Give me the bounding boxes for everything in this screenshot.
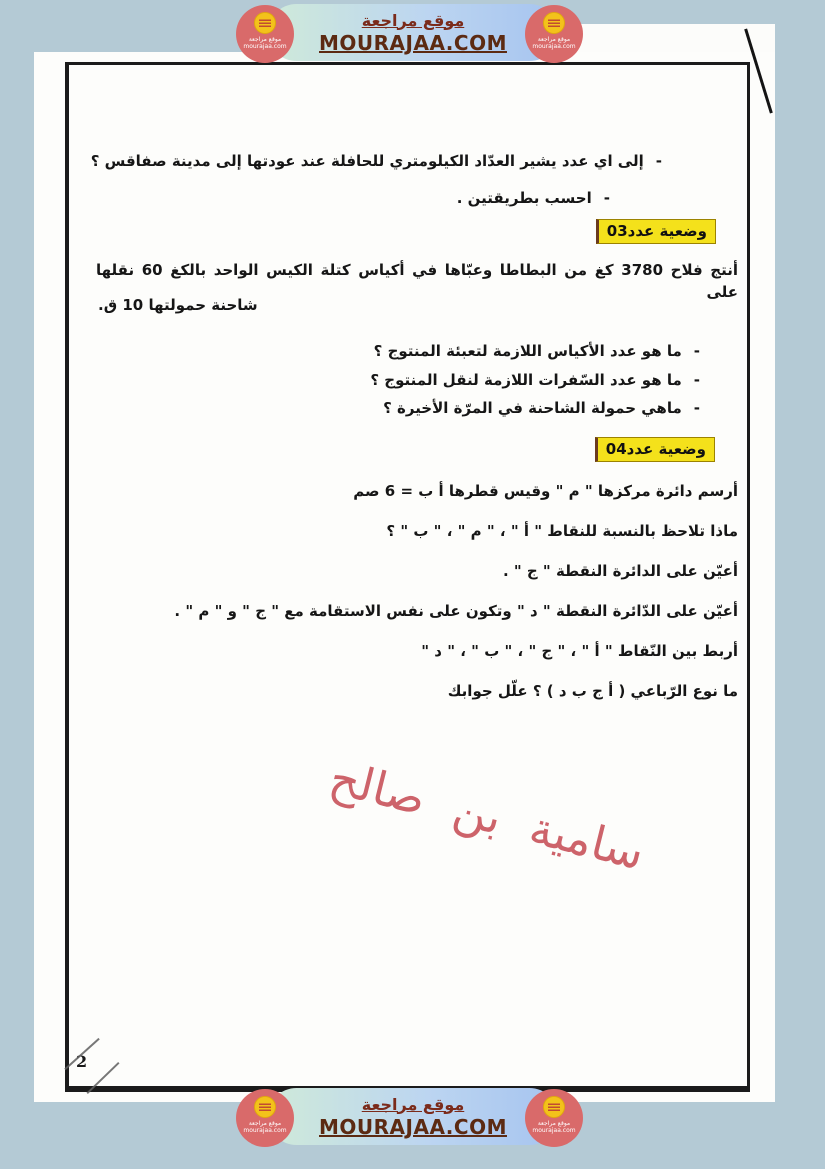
badge-site-name: موقع مراجعة	[537, 36, 571, 43]
list-item	[91, 180, 610, 217]
exercise-4-step-list	[174, 479, 738, 719]
exercise-4-heading: وضعية عدد04	[595, 437, 715, 462]
site-link-pill[interactable]	[268, 1088, 558, 1145]
bullet-dash: -	[655, 152, 662, 170]
site-name-arabic: موقع مراجعة	[361, 10, 465, 30]
book-logo-icon	[254, 1096, 276, 1118]
bullet-dash: -	[693, 399, 700, 417]
exercise-4-step-4: أعيّن على الدّائرة النقطة " د " وتكون على نفس الاستقامة مع " ج " و " م " .	[174, 602, 738, 620]
badge-site-domain: mourajaa.com	[243, 43, 287, 50]
site-name-arabic: موقع مراجعة	[361, 1094, 465, 1114]
book-logo-icon	[254, 12, 276, 34]
site-logo-badge	[525, 5, 583, 63]
exercise-3-statement-line1: أنتج فلاح 3780 كغ من البطاطا وعبّاها في أكياس كتلة الكيس الواحد بالكغ 60 نقلها على	[96, 261, 738, 301]
book-logo-icon	[543, 1096, 565, 1118]
exercise-3-question-1: ما هو عدد الأكياس اللازمة لتعبئة المنتوج ؟	[373, 342, 682, 360]
intro-question-2: احسب بطريقتين .	[456, 189, 592, 207]
exercise-3-question-2: ما هو عدد السّفرات اللازمة لنقل المنتوج ؟	[370, 370, 682, 389]
exercise-4-step-2: ماذا تلاحظ بالنسبة للنقاط " أ " ، " م " ، " ب " ؟	[386, 522, 738, 540]
badge-site-name: موقع مراجعة	[248, 36, 282, 43]
list-item	[370, 366, 700, 395]
teacher-signature: سامية بن صالح	[324, 750, 650, 881]
exercise-3-question-list	[370, 337, 700, 423]
site-link-pill[interactable]	[268, 4, 558, 61]
exercise-4-step-6: ما نوع الرّباعي ( أ ج ب د ) ؟ علّل جوابك	[447, 682, 738, 700]
site-logo-badge	[525, 1089, 583, 1147]
bullet-dash: -	[693, 342, 700, 360]
exercise-3-statement-line2: شاحنة حمولتها 10 ق.	[98, 296, 258, 314]
intro-question-list	[91, 143, 662, 217]
list-item	[370, 337, 700, 366]
pencil-check-mark	[86, 1062, 119, 1094]
book-logo-icon	[543, 12, 565, 34]
site-domain-link: MOURAJAA.COM	[319, 1114, 507, 1139]
badge-site-name: موقع مراجعة	[248, 1120, 282, 1127]
badge-site-domain: mourajaa.com	[243, 1127, 287, 1134]
bullet-dash: -	[693, 370, 700, 389]
exercise-4-step-5: أربط بين النّقاط " أ " ، " ج " ، " ب " ، " د "	[421, 642, 738, 660]
badge-site-domain: mourajaa.com	[532, 1127, 576, 1134]
page-number: 2	[76, 1052, 88, 1071]
intro-question-1: إلى اي عدد يشير العدّاد الكيلومتري للحافلة عند عودتها إلى مدينة صفاقس ؟	[90, 152, 644, 170]
exercise-3-question-3: ماهي حمولة الشاحنة في المرّة الأخيرة ؟	[383, 399, 682, 417]
exercise-4-step-3: أعيّن على الدائرة النقطة " ج " .	[502, 562, 738, 580]
top-banner	[233, 2, 589, 66]
site-domain-link: MOURAJAA.COM	[319, 30, 507, 55]
site-logo-badge	[236, 1089, 294, 1147]
list-item	[91, 143, 662, 180]
badge-site-domain: mourajaa.com	[532, 43, 576, 50]
page-border-frame	[65, 62, 750, 1092]
list-item	[370, 394, 700, 423]
bullet-dash: -	[603, 189, 610, 207]
bottom-banner	[233, 1086, 589, 1150]
badge-site-name: موقع مراجعة	[537, 1120, 571, 1127]
site-logo-badge	[236, 5, 294, 63]
exercise-3-heading: وضعية عدد03	[596, 219, 716, 244]
exercise-4-step-1: أرسم دائرة مركزها " م " وقيس قطرها أ ب = 6 صم	[353, 482, 738, 500]
